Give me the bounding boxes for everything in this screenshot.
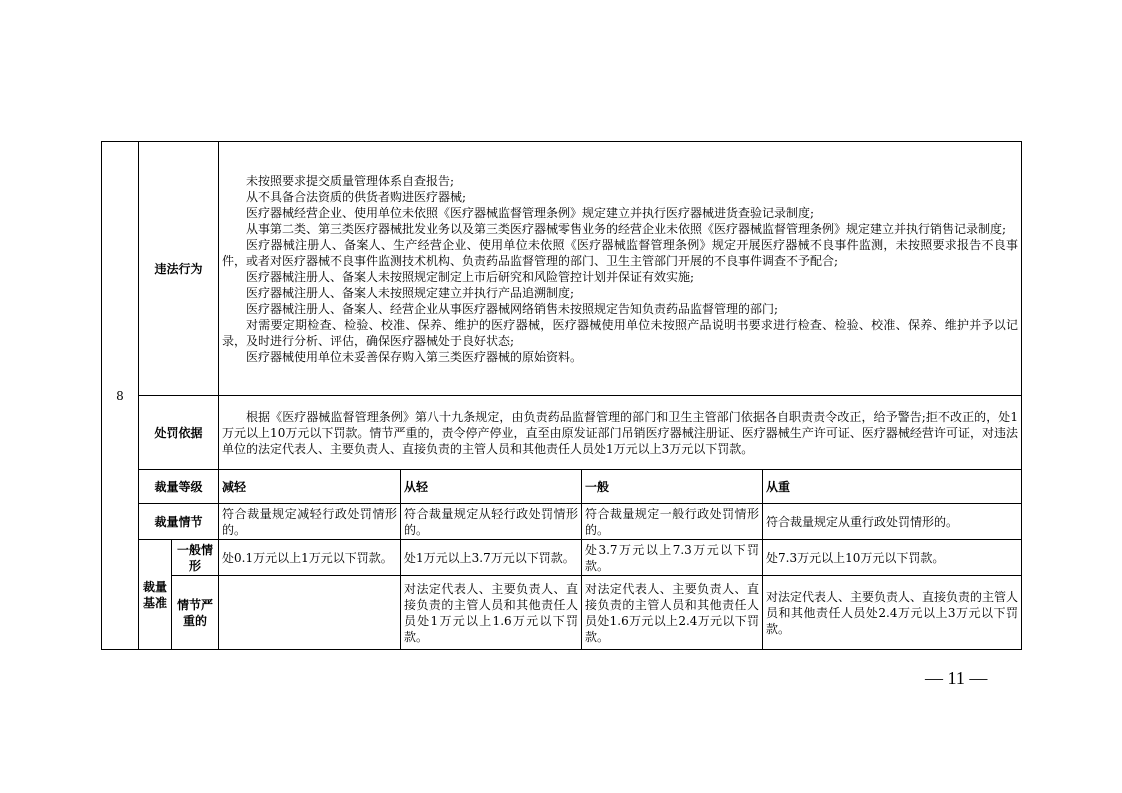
- grade-level: 一般: [582, 470, 763, 504]
- circumstances-label: 裁量情节: [139, 504, 219, 540]
- grades-label: 裁量等级: [139, 470, 219, 504]
- circumstance-cell: 符合裁量规定从轻行政处罚情形的。: [401, 504, 582, 540]
- violation-content: [219, 142, 1022, 396]
- penalty-table: [101, 141, 1022, 650]
- violation-item: 未按照要求提交质量管理体系自查报告;: [246, 173, 455, 188]
- violation-item: 医疗器械经营企业、使用单位未依照《医疗器械监督管理条例》规定建立并执行医疗器械进货查验记录制度;: [246, 205, 815, 220]
- general-case-cell: 处3.7万元以上7.3万元以下罚款。: [582, 540, 763, 576]
- violation-item: 医疗器械注册人、备案人、经营企业从事医疗器械网络销售未按照规定告知负责药品监督管理的部门;: [246, 301, 779, 316]
- serious-case-cell: 对法定代表人、主要负责人、直接负责的主管人员和其他责任人员处1万元以上1.6万元以下罚款。: [401, 576, 582, 650]
- page-number: — 11 —: [925, 668, 988, 688]
- penalty-basis-text: 根据《医疗器械监督管理条例》第八十九条规定，由负责药品监督管理的部门和卫生主管部门依据各自职责责令改正，给予警告;拒不改正的，处1万元以上10万元以下罚款。情节严重的，责令停产停业，直至由原发证部门吊销医疗器械注册证、医疗器械生产许可证、医疗器械经营许可证，对违法单位的法定代表人、主要负责人、直接负责的主管人员和其他责任人员处1万元以上3万元以下罚款。: [222, 409, 1019, 456]
- serious-case-cell: 对法定代表人、主要负责人、直接负责的主管人员和其他责任人员处1.6万元以上2.4万元以下罚款。: [582, 576, 763, 650]
- serious-case-cell: [219, 576, 401, 650]
- general-case-cell: 处0.1万元以上1万元以下罚款。: [219, 540, 401, 576]
- row-number: 8: [102, 142, 139, 650]
- violation-item: 从不具备合法资质的供货者购进医疗器械;: [246, 189, 467, 204]
- circumstance-cell: 符合裁量规定一般行政处罚情形的。: [582, 504, 763, 540]
- serious-case-cell: 对法定代表人、主要负责人、直接负责的主管人员和其他责任人员处2.4万元以上3万元以下罚款。: [763, 576, 1022, 650]
- violation-item: 医疗器械注册人、备案人未按照规定制定上市后研究和风险管控计划并保证有效实施;: [246, 269, 695, 284]
- grade-level: 减轻: [219, 470, 401, 504]
- circumstance-cell: 符合裁量规定减轻行政处罚情形的。: [219, 504, 401, 540]
- violation-item: 医疗器械使用单位未妥善保存购入第三类医疗器械的原始资料。: [246, 349, 583, 364]
- violation-item: 医疗器械注册人、备案人、生产经营企业、使用单位未依照《医疗器械监督管理条例》规定开展医疗器械不良事件监测，未按照要求报告不良事件，或者对医疗器械不良事件监测技术机构、负责药品监督管理的部门、卫生主管部门开展的不良事件调查不予配合;: [222, 237, 1019, 268]
- grade-level: 从轻: [401, 470, 582, 504]
- grade-level: 从重: [763, 470, 1022, 504]
- benchmark-label: 裁量基准: [139, 540, 172, 650]
- general-case-label: 一般情形: [172, 540, 219, 576]
- penalty-basis-label: 处罚依据: [139, 396, 219, 470]
- general-case-cell: 处1万元以上3.7万元以下罚款。: [401, 540, 582, 576]
- serious-case-label: 情节严重的: [172, 576, 219, 650]
- violation-item: 对需要定期检查、检验、校准、保养、维护的医疗器械，医疗器械使用单位未按照产品说明书要求进行检查、检验、校准、保养、维护并予以记录，及时进行分析、评估，确保医疗器械处于良好状态;: [222, 317, 1019, 348]
- violation-item: 从事第二类、第三类医疗器械批发业务以及第三类医疗器械零售业务的经营企业未依照《医疗器械监督管理条例》规定建立并执行销售记录制度;: [246, 221, 1007, 236]
- general-case-cell: 处7.3万元以上10万元以下罚款。: [763, 540, 1022, 576]
- violation-label: 违法行为: [139, 142, 219, 396]
- penalty-basis-content: [219, 396, 1022, 470]
- violation-item: 医疗器械注册人、备案人未按照规定建立并执行产品追溯制度;: [246, 285, 575, 300]
- circumstance-cell: 符合裁量规定从重行政处罚情形的。: [763, 504, 1022, 540]
